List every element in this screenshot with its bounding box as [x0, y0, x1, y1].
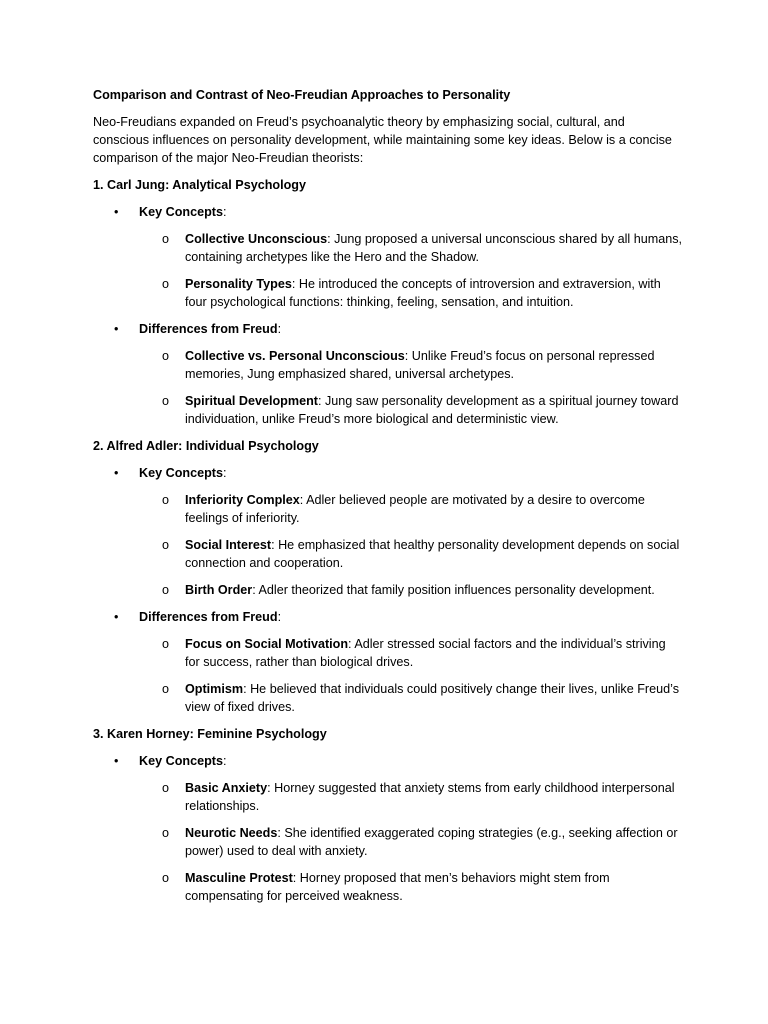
- item-term: Masculine Protest: [185, 871, 293, 885]
- bullet-circle-icon: o: [162, 583, 170, 597]
- document-body: [93, 86, 683, 914]
- bullet-circle-icon: o: [162, 871, 170, 885]
- sub-bullet-item: [93, 491, 683, 527]
- item-description: : Unlike Freud’s focus on personal repressed memories, Jung emphasized shared, universal archetypes.: [185, 349, 655, 381]
- bullet-circle-icon: o: [162, 493, 170, 507]
- group-bullet-item: [93, 203, 683, 221]
- group-label: Key Concepts: [139, 205, 223, 219]
- bullet-circle-icon: o: [162, 394, 170, 408]
- section-heading: 1. Carl Jung: Analytical Psychology: [93, 178, 306, 192]
- item-description: : She identified exaggerated coping strategies (e.g., seeking affection or power) used to deal with anxiety.: [185, 826, 678, 858]
- group-label: Differences from Freud: [139, 322, 278, 336]
- item-description: : Horney proposed that men’s behaviors might stem from compensating for perceived weakness.: [185, 871, 610, 903]
- item-term: Spiritual Development: [185, 394, 318, 408]
- item-description: : Adler stressed social factors and the individual’s striving for success, rather than biological drives.: [185, 637, 666, 669]
- item-description: : He believed that individuals could positively change their lives, unlike Freud’s view of fixed drives.: [185, 682, 679, 714]
- group-label-colon: :: [277, 610, 282, 624]
- sub-bullet-item: [93, 824, 683, 860]
- bullet-disc-icon: •: [114, 610, 119, 624]
- bullet-circle-icon: o: [162, 781, 170, 795]
- intro-paragraph: Neo-Freudians expanded on Freud’s psychoanalytic theory by emphasizing social, cultural, and conscious influences on personality development, while maintaining some key ideas. Below is a concise comparison of the major Neo-Freudian theorists:: [93, 115, 672, 165]
- group-bullet-item: [93, 752, 683, 770]
- item-term: Basic Anxiety: [185, 781, 268, 795]
- group-label-colon: :: [222, 466, 227, 480]
- group-label: Key Concepts: [139, 754, 223, 768]
- bullet-circle-icon: o: [162, 277, 170, 291]
- section-heading: 3. Karen Horney: Feminine Psychology: [93, 727, 327, 741]
- item-term: Birth Order: [185, 583, 253, 597]
- sub-bullet-item: [93, 347, 683, 383]
- sub-bullet-item: [93, 536, 683, 572]
- item-description: : Adler theorized that family position influences personality development.: [252, 583, 655, 597]
- item-description: : Horney suggested that anxiety stems from early childhood interpersonal relationships.: [185, 781, 675, 813]
- sub-bullet-item: [93, 680, 683, 716]
- bullet-circle-icon: o: [162, 538, 170, 552]
- item-term: Collective vs. Personal Unconscious: [185, 349, 405, 363]
- item-description: : Jung proposed a universal unconscious shared by all humans, containing archetypes like the Hero and the Shadow.: [185, 232, 683, 264]
- section: [93, 176, 683, 428]
- bullet-circle-icon: o: [162, 637, 170, 651]
- item-term: Inferiority Complex: [185, 493, 300, 507]
- sub-bullet-item: [93, 275, 683, 311]
- sub-bullet-item: [93, 779, 683, 815]
- group-label-colon: :: [222, 754, 227, 768]
- section-heading: 2. Alfred Adler: Individual Psychology: [93, 439, 319, 453]
- document-title: Comparison and Contrast of Neo-Freudian Approaches to Personality: [93, 88, 511, 102]
- bullet-circle-icon: o: [162, 349, 170, 363]
- item-term: Social Interest: [185, 538, 272, 552]
- bullet-circle-icon: o: [162, 826, 170, 840]
- group-bullet-item: [93, 608, 683, 626]
- group-label-colon: :: [277, 322, 282, 336]
- item-description: : Adler believed people are motivated by a desire to overcome feelings of inferiority.: [185, 493, 645, 525]
- item-term: Collective Unconscious: [185, 232, 328, 246]
- bullet-disc-icon: •: [114, 322, 119, 336]
- group-bullet-item: [93, 464, 683, 482]
- sections-container: [93, 176, 683, 905]
- item-term: Neurotic Needs: [185, 826, 278, 840]
- item-term: Optimism: [185, 682, 244, 696]
- section: [93, 725, 683, 905]
- sub-bullet-item: [93, 635, 683, 671]
- bullet-disc-icon: •: [114, 205, 119, 219]
- bullet-circle-icon: o: [162, 682, 170, 696]
- bullet-disc-icon: •: [114, 466, 119, 480]
- item-term: Personality Types: [185, 277, 292, 291]
- group-bullet-item: [93, 320, 683, 338]
- sub-bullet-item: [93, 392, 683, 428]
- section: [93, 437, 683, 716]
- sub-bullet-item: [93, 869, 683, 905]
- sub-bullet-item: [93, 230, 683, 266]
- sub-bullet-item: [93, 581, 683, 599]
- item-description: : He introduced the concepts of introversion and extraversion, with four psychological functions: thinking, feeling, sensation, and intuition.: [185, 277, 661, 309]
- group-label: Key Concepts: [139, 466, 223, 480]
- item-description: : Jung saw personality development as a spiritual journey toward individuation, unlike Freud’s more biological and deterministic view.: [185, 394, 679, 426]
- item-description: : He emphasized that healthy personality development depends on social connection and cooperation.: [185, 538, 680, 570]
- bullet-disc-icon: •: [114, 754, 119, 768]
- group-label: Differences from Freud: [139, 610, 278, 624]
- item-term: Focus on Social Motivation: [185, 637, 349, 651]
- bullet-circle-icon: o: [162, 232, 170, 246]
- group-label-colon: :: [222, 205, 227, 219]
